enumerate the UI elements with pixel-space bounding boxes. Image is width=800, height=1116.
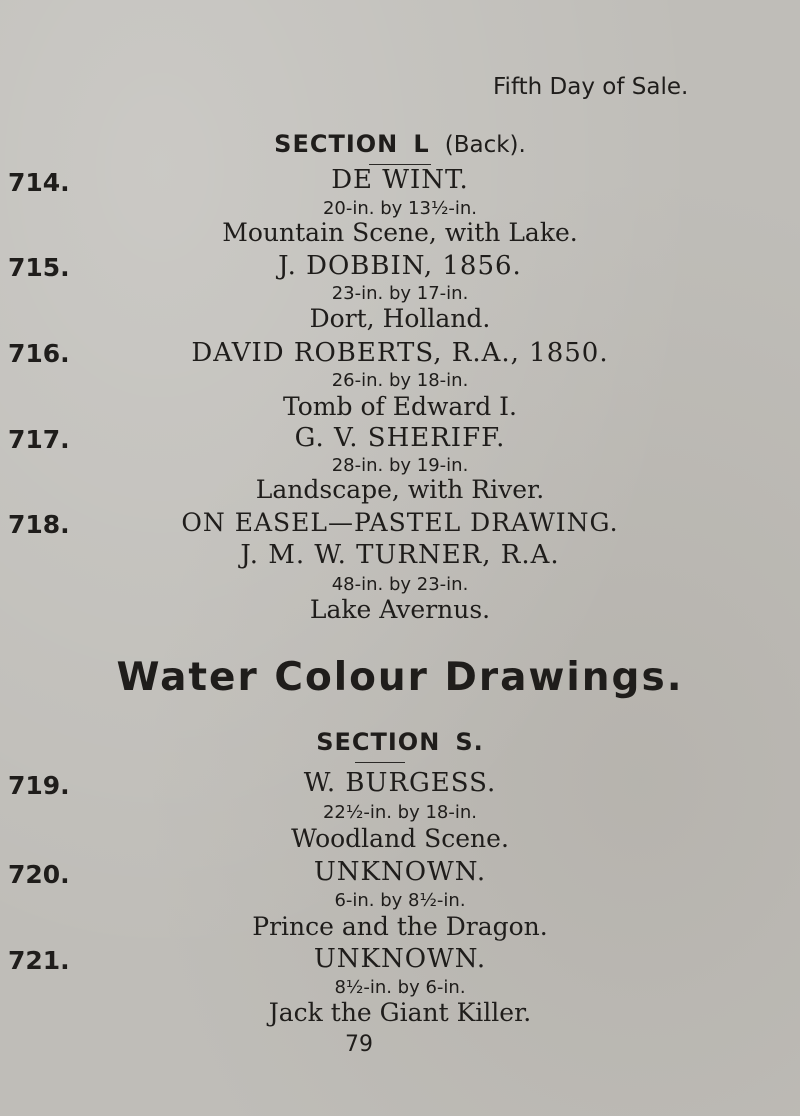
lot-number: 714. bbox=[8, 168, 70, 197]
lot-artist: J. M. W. TURNER, R.A. bbox=[240, 540, 560, 570]
lot-artist: UNKNOWN. bbox=[313, 857, 487, 887]
lot-artist: J. DOBBIN, 1856. bbox=[278, 251, 522, 281]
lot-dimensions: 22½-in. by 18-in. bbox=[322, 802, 478, 823]
lot-title: Jack the Giant Killer. bbox=[268, 998, 532, 1027]
lot-title: Dort, Holland. bbox=[309, 304, 491, 333]
lot-artist: DAVID ROBERTS, R.A., 1850. bbox=[191, 338, 609, 368]
lot-title: Woodland Scene. bbox=[291, 824, 509, 853]
section-l-heading bbox=[0, 130, 800, 158]
lot-title: Tomb of Edward I. bbox=[283, 392, 517, 421]
section-label: SECTION bbox=[274, 130, 399, 158]
section-s-heading bbox=[0, 728, 800, 756]
category-heading: Water Colour Drawings. bbox=[116, 655, 684, 700]
lot-dimensions: 23-in. by 17-in. bbox=[331, 283, 469, 304]
lot-dimensions: 8½-in. by 6-in. bbox=[334, 977, 466, 998]
lot-title: Lake Avernus. bbox=[309, 595, 491, 624]
section-divider bbox=[355, 762, 405, 763]
lot-number: 716. bbox=[8, 339, 70, 368]
lot-title: Landscape, with River. bbox=[255, 475, 545, 504]
lot-number: 721. bbox=[8, 946, 70, 975]
running-header: Fifth Day of Sale. bbox=[493, 74, 689, 100]
lot-title: Prince and the Dragon. bbox=[252, 912, 548, 941]
lot-artist: G. V. SHERIFF. bbox=[294, 423, 506, 453]
lot-artist: DE WINT. bbox=[331, 165, 469, 195]
lot-dimensions: 26-in. by 18-in. bbox=[331, 370, 469, 391]
lot-number: 720. bbox=[8, 860, 70, 889]
page-number: 79 bbox=[345, 1032, 373, 1057]
lot-number: 717. bbox=[8, 425, 70, 454]
lot-title: Mountain Scene, with Lake. bbox=[222, 218, 578, 247]
lot-artist: W. BURGESS. bbox=[303, 768, 497, 798]
lot-dimensions: 48-in. by 23-in. bbox=[331, 574, 469, 595]
lot-dimensions: 20-in. by 13½-in. bbox=[322, 198, 478, 219]
section-letter: S. bbox=[455, 728, 484, 756]
section-letter: L bbox=[413, 130, 430, 158]
lot-location-note: ON EASEL—PASTEL DRAWING. bbox=[181, 508, 619, 537]
lot-number: 718. bbox=[8, 510, 70, 539]
section-label: SECTION bbox=[316, 728, 441, 756]
section-note: (Back). bbox=[444, 132, 526, 158]
lot-number: 715. bbox=[8, 253, 70, 282]
lot-dimensions: 6-in. by 8½-in. bbox=[334, 890, 466, 911]
lot-artist: UNKNOWN. bbox=[313, 944, 487, 974]
lot-dimensions: 28-in. by 19-in. bbox=[331, 455, 469, 476]
lot-number: 719. bbox=[8, 771, 70, 800]
